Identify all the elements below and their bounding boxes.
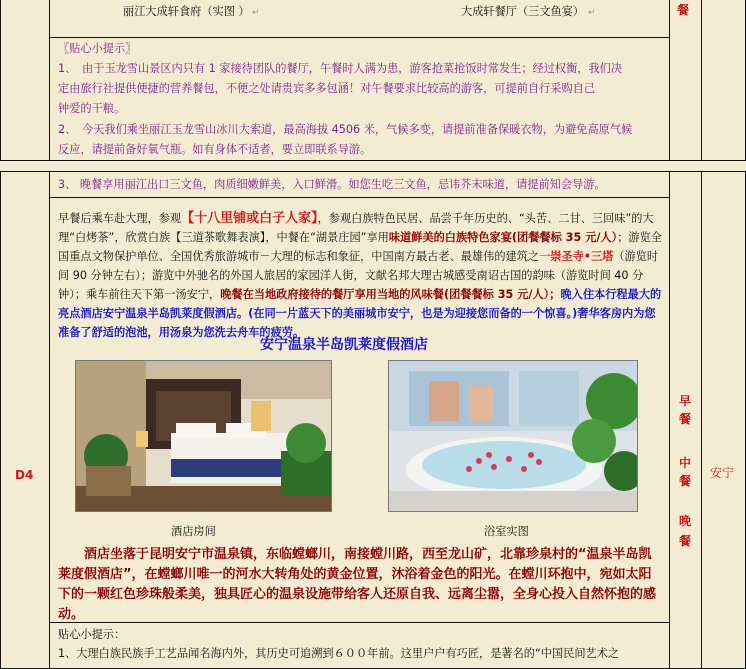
hotel-description: 酒店坐落于昆明安宁市温泉镇，东临螳螂川，南接螳川路，西至龙山矿，北靠珍泉村的“温泉半岛凯莱度假酒店”，在螳螂川唯一的河水大转角处的黄金位置，沐浴着金色的阳光。在螳川环抱中，宛如太阳下的一颗红色珍珠般柔美，独具匠心的温泉设施带给客人还原自我、远离尘嚣，全身心投入自然怀抱的感动。 (58, 547, 657, 622)
hotel-room-photo (75, 360, 332, 512)
tip2-line1: 今天我们乘坐丽江玉龙雪山冰川大索道，最高海拔 4506 米，气候多变，请提前准备保暖衣物，为避免高原气候 (82, 123, 633, 136)
day-label: D4 (15, 468, 34, 482)
tip1-line2: 定由旅行社提供便捷的营养餐包，不便之处请贵宾多多包涵！对午餐要求比较高的游客，可提前自行采购自己 (58, 82, 596, 95)
meal-lunch-2: 餐 (679, 474, 692, 488)
tip1-number: 1、 (58, 62, 77, 75)
itinerary-text: 早餐后乘车赴大理，参观【十八里铺或白子人家】，参观白族特色民居、品尝千年历史的、“头苦、二甘、三回味”的大理“白烤茶”，欣赏白族【三道茶歌舞表演】，中餐在“湖景庄园”享用味道鲜美的白族特色家宴(团餐餐标 35 元/人）；游览全国重点文物保护单位、全国优秀旅游城市－大理的标志和象征，中国南方最古老、最雄伟的建筑之一崇圣寺•三塔（游览时间 90 分钟左右）；游览中外驰名的外国人旅居的家园洋人街，文献名邦大理古城感受南诏古国的韵味（游览时间 40 分钟）；乘车前往天下第一汤安宁，晚餐在当地政府接待的餐厅享用当地的风味餐(团餐餐标 35 元/人）；晚入住本行程最大的亮点酒店安宁温泉半岛凯莱度假酒店。(在同一片蓝天下的美丽城市安宁，也是为迎接您而备的一个惊喜。)奢华客房内为您准备了舒适的泡池，用汤泉为您洗去舟车的疲劳。 (58, 211, 662, 339)
tip1-line3: 钟爱的干粮。 (58, 102, 126, 115)
lunch-left-caption: 丽江大成轩食府（实图 ） (123, 5, 250, 18)
lunch-right-caption: 大成轩餐厅（三文鱼宴） (461, 5, 585, 18)
tip1-line1: 由于玉龙雪山景区内只有 1 家接待团队的餐厅，午餐时人满为患，游客抢菜抢饭时常发生；经过权衡，我们决 (82, 62, 623, 75)
tip2-number: 2、 (58, 123, 77, 136)
meal-label: 餐 (677, 3, 690, 17)
meal-lunch-1: 中 (679, 456, 692, 470)
tip2-line2: 反应，请提前备好氧气瓶。如有身体不适者，要立即联系导游。 (58, 143, 372, 156)
meal-dinner-1: 晚 (679, 514, 692, 528)
hotel-title: 安宁温泉半岛凯莱度假酒店 (260, 337, 428, 353)
day4-tips-title: 贴心小提示： (58, 628, 126, 641)
meal-dinner-2: 餐 (679, 534, 692, 548)
meal-breakfast-1: 早 (679, 394, 692, 408)
accommodation-city: 安宁 (710, 466, 735, 480)
bathroom-photo (388, 360, 638, 512)
photo2-caption: 浴室实图 (484, 525, 529, 538)
meal-breakfast-2: 餐 (679, 412, 692, 426)
row-divider (49, 37, 669, 38)
top-table: 丽江大成轩食府（实图 ） ↵ 大成轩餐厅（三文鱼宴） ↵ 餐 〖贴心小提示〗 1、 由于玉龙雪山景区内只有 1 家接待团队的餐厅，午餐时人满为患，游客抢菜抢饭时常发生；经过权衡，我们决 定由旅行社提供便捷的营养餐包，不便之处请贵宾多多包涵！对午餐要求比较高的游客，可提前自行采购自己 钟爱的干粮。 2、 今天我们乘坐丽江玉龙雪山冰川大索道，最高海拔 4506 米，气候多变，请提前准备保暖衣物，为避免高原气候 反应，请提前备好氧气瓶。如有身体不适者，要立即联系导游。 (0, 0, 746, 161)
photo1-caption: 酒店房间 (171, 525, 216, 538)
tips-title: 〖贴心小提示〗 (58, 42, 137, 55)
row-divider (49, 197, 669, 198)
day4-tip1: 1、大理白族民族手工艺品闻名海内外，其历史可追溯到６００年前。这里户户有巧匠，是著名的“中国民间艺术之 (58, 647, 620, 660)
tip3-text: 3、 晚餐享用丽江出口三文鱼，肉质细嫩鲜美，入口鲜滑。如您生吃三文鱼，忌讳芥末味道，请提前知会导游。 (58, 178, 606, 191)
day4-table (0, 171, 746, 669)
